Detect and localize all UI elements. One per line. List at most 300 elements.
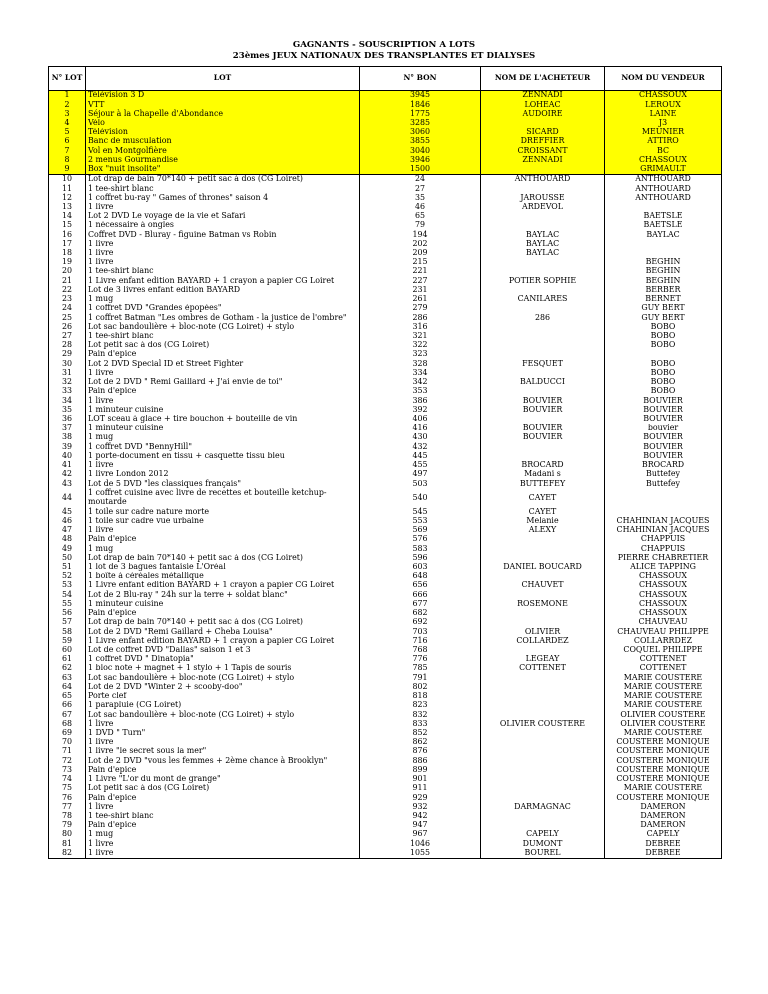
table-row bbox=[49, 784, 722, 793]
table-row bbox=[49, 156, 722, 165]
lot-description-cell: 1 Livre "L'or du mont de grange" bbox=[86, 775, 360, 784]
lot-number-cell: 21 bbox=[49, 276, 86, 285]
table-row bbox=[49, 313, 722, 322]
seller-name-cell: COUSTERE MONIQUE bbox=[605, 747, 722, 756]
lot-description-cell: 1 livre bbox=[86, 240, 360, 249]
lot-number-cell: 58 bbox=[49, 627, 86, 636]
buyer-name-cell: CAYET bbox=[481, 507, 605, 516]
buyer-name-cell: COTTENET bbox=[481, 664, 605, 673]
buyer-name-cell bbox=[481, 618, 605, 627]
lot-number-cell: 80 bbox=[49, 830, 86, 839]
lot-number-cell: 52 bbox=[49, 572, 86, 581]
buyer-name-cell: LEGEAY bbox=[481, 655, 605, 664]
lot-number-cell: 43 bbox=[49, 479, 86, 488]
buyer-name-cell bbox=[481, 729, 605, 738]
bon-number-cell: 3855 bbox=[360, 137, 481, 146]
lot-description-cell: 1 minuteur cuisine bbox=[86, 424, 360, 433]
buyer-name-cell bbox=[481, 304, 605, 313]
lot-number-cell: 78 bbox=[49, 812, 86, 821]
seller-name-cell bbox=[605, 507, 722, 516]
lot-description-cell: 1 mug bbox=[86, 544, 360, 553]
bon-number-cell: 947 bbox=[360, 821, 481, 830]
lot-description-cell: Lot de 5 DVD "les classiques français" bbox=[86, 479, 360, 488]
lot-description-cell: 1 coffret DVD "BennyHill" bbox=[86, 442, 360, 451]
table-body bbox=[49, 91, 722, 859]
buyer-name-cell: ZENNADI bbox=[481, 91, 605, 101]
bon-number-cell: 321 bbox=[360, 332, 481, 341]
lot-number-cell: 69 bbox=[49, 729, 86, 738]
bon-number-cell: 1846 bbox=[360, 100, 481, 109]
lot-number-cell: 46 bbox=[49, 517, 86, 526]
bon-number-cell: 416 bbox=[360, 424, 481, 433]
lot-description-cell: Banc de musculation bbox=[86, 137, 360, 146]
buyer-name-cell: BALDUCCI bbox=[481, 378, 605, 387]
table-row bbox=[49, 479, 722, 488]
lot-description-cell: Lot petit sac à dos (CG Loiret) bbox=[86, 341, 360, 350]
table-row bbox=[49, 212, 722, 221]
bon-number-cell: 876 bbox=[360, 747, 481, 756]
buyer-name-cell: CAPELY bbox=[481, 830, 605, 839]
seller-name-cell: BOUVIER bbox=[605, 442, 722, 451]
seller-name-cell: Buttefey bbox=[605, 470, 722, 479]
buyer-name-cell bbox=[481, 572, 605, 581]
table-row bbox=[49, 517, 722, 526]
lot-number-cell: 61 bbox=[49, 655, 86, 664]
bon-number-cell: 682 bbox=[360, 609, 481, 618]
lot-description-cell: 1 coffret Batman "Les ombres de Gotham - la justice de l'ombre" bbox=[86, 313, 360, 322]
table-row bbox=[49, 369, 722, 378]
bon-number-cell: 967 bbox=[360, 830, 481, 839]
buyer-name-cell bbox=[481, 775, 605, 784]
buyer-name-cell: BAYLAC bbox=[481, 240, 605, 249]
lot-description-cell: 1 boîte à céréales métallique bbox=[86, 572, 360, 581]
seller-name-cell: OLIVIER COUSTERE bbox=[605, 710, 722, 719]
seller-name-cell: BOBO bbox=[605, 332, 722, 341]
bon-number-cell: 929 bbox=[360, 793, 481, 802]
lot-number-cell: 71 bbox=[49, 747, 86, 756]
table-row bbox=[49, 286, 722, 295]
lot-description-cell: 1 livre bbox=[86, 369, 360, 378]
table-row bbox=[49, 322, 722, 331]
buyer-name-cell bbox=[481, 184, 605, 193]
bon-number-cell: 1775 bbox=[360, 109, 481, 118]
seller-name-cell: CHASSOUX bbox=[605, 91, 722, 101]
table-row bbox=[49, 267, 722, 276]
lot-number-cell: 45 bbox=[49, 507, 86, 516]
buyer-name-cell bbox=[481, 286, 605, 295]
seller-name-cell: J3 bbox=[605, 119, 722, 128]
lot-number-cell: 79 bbox=[49, 821, 86, 830]
bon-number-cell: 209 bbox=[360, 249, 481, 258]
bon-number-cell: 1055 bbox=[360, 849, 481, 859]
table-row bbox=[49, 600, 722, 609]
lot-number-cell: 62 bbox=[49, 664, 86, 673]
bon-number-cell: 911 bbox=[360, 784, 481, 793]
table-row bbox=[49, 719, 722, 728]
lot-number-cell: 9 bbox=[49, 165, 86, 175]
seller-name-cell: CHASSOUX bbox=[605, 590, 722, 599]
lot-description-cell: Pain d'epice bbox=[86, 387, 360, 396]
buyer-name-cell: FESQUET bbox=[481, 359, 605, 368]
seller-name-cell: DAMERON bbox=[605, 821, 722, 830]
seller-name-cell: BROCARD bbox=[605, 461, 722, 470]
table-row bbox=[49, 137, 722, 146]
lot-description-cell: Pain d'epice bbox=[86, 535, 360, 544]
seller-name-cell: BOBO bbox=[605, 359, 722, 368]
seller-name-cell: COTTENET bbox=[605, 664, 722, 673]
table-row bbox=[49, 146, 722, 155]
seller-name-cell: CHASSOUX bbox=[605, 581, 722, 590]
bon-number-cell: 942 bbox=[360, 812, 481, 821]
seller-name-cell bbox=[605, 249, 722, 258]
lot-description-cell: Lot drap de bain 70*140 + petit sac à dos (CG Loiret) bbox=[86, 554, 360, 563]
buyer-name-cell bbox=[481, 341, 605, 350]
lot-description-cell: 1 mug bbox=[86, 295, 360, 304]
header-lot: LOT bbox=[86, 67, 360, 91]
table-row bbox=[49, 341, 722, 350]
bon-number-cell: 215 bbox=[360, 258, 481, 267]
seller-name-cell bbox=[605, 203, 722, 212]
bon-number-cell: 3060 bbox=[360, 128, 481, 137]
buyer-name-cell bbox=[481, 535, 605, 544]
lot-number-cell: 53 bbox=[49, 581, 86, 590]
bon-number-cell: 768 bbox=[360, 646, 481, 655]
bon-number-cell: 862 bbox=[360, 738, 481, 747]
lot-number-cell: 40 bbox=[49, 452, 86, 461]
lot-number-cell: 75 bbox=[49, 784, 86, 793]
lot-number-cell: 47 bbox=[49, 526, 86, 535]
lot-number-cell: 8 bbox=[49, 156, 86, 165]
bon-number-cell: 286 bbox=[360, 313, 481, 322]
table-row bbox=[49, 535, 722, 544]
bon-number-cell: 445 bbox=[360, 452, 481, 461]
bon-number-cell: 785 bbox=[360, 664, 481, 673]
buyer-name-cell bbox=[481, 692, 605, 701]
seller-name-cell: DAMERON bbox=[605, 812, 722, 821]
bon-number-cell: 279 bbox=[360, 304, 481, 313]
seller-name-cell: COLLARRDEZ bbox=[605, 636, 722, 645]
table-row bbox=[49, 849, 722, 859]
seller-name-cell: ATTIRO bbox=[605, 137, 722, 146]
seller-name-cell: BOUVIER bbox=[605, 452, 722, 461]
table-row bbox=[49, 415, 722, 424]
bon-number-cell: 576 bbox=[360, 535, 481, 544]
buyer-name-cell bbox=[481, 415, 605, 424]
lot-description-cell: 1 livre bbox=[86, 203, 360, 212]
bon-number-cell: 692 bbox=[360, 618, 481, 627]
bon-number-cell: 656 bbox=[360, 581, 481, 590]
lot-description-cell: 1 coffret cuisine avec livre de recettes et bouteille ketchup-moutarde bbox=[86, 488, 360, 507]
seller-name-cell: CHAPPUIS bbox=[605, 535, 722, 544]
seller-name-cell: BAETSLE bbox=[605, 221, 722, 230]
buyer-name-cell bbox=[481, 812, 605, 821]
buyer-name-cell bbox=[481, 258, 605, 267]
bon-number-cell: 886 bbox=[360, 756, 481, 765]
lot-number-cell: 44 bbox=[49, 488, 86, 507]
bon-number-cell: 3285 bbox=[360, 119, 481, 128]
seller-name-cell: MEUNIER bbox=[605, 128, 722, 137]
bon-number-cell: 818 bbox=[360, 692, 481, 701]
bon-number-cell: 497 bbox=[360, 470, 481, 479]
bon-number-cell: 221 bbox=[360, 267, 481, 276]
lot-description-cell: Séjour à la Chapelle d'Abondance bbox=[86, 109, 360, 118]
lot-number-cell: 66 bbox=[49, 701, 86, 710]
table-row bbox=[49, 452, 722, 461]
seller-name-cell: COUSTERE MONIQUE bbox=[605, 738, 722, 747]
lot-number-cell: 30 bbox=[49, 359, 86, 368]
table-row bbox=[49, 554, 722, 563]
bon-number-cell: 802 bbox=[360, 683, 481, 692]
table-row bbox=[49, 165, 722, 175]
lot-description-cell: Pain d'epice bbox=[86, 793, 360, 802]
lot-description-cell: Lot sac bandoulière + bloc-note (CG Loiret) + stylo bbox=[86, 322, 360, 331]
lot-description-cell: Box "nuit insolite" bbox=[86, 165, 360, 175]
table-row bbox=[49, 470, 722, 479]
table-row bbox=[49, 673, 722, 682]
seller-name-cell: MARIE COUSTERE bbox=[605, 692, 722, 701]
lot-description-cell: 1 livre bbox=[86, 738, 360, 747]
bon-number-cell: 386 bbox=[360, 396, 481, 405]
bon-number-cell: 603 bbox=[360, 563, 481, 572]
buyer-name-cell bbox=[481, 452, 605, 461]
buyer-name-cell: DANIEL BOUCARD bbox=[481, 563, 605, 572]
lot-description-cell: Pain d'epice bbox=[86, 609, 360, 618]
bon-number-cell: 3946 bbox=[360, 156, 481, 165]
header-vendeur: NOM DU VENDEUR bbox=[605, 67, 722, 91]
lot-description-cell: Lot de 2 DVD " Remi Gaillard + J'ai envie de toi" bbox=[86, 378, 360, 387]
buyer-name-cell: CHAUVET bbox=[481, 581, 605, 590]
lot-number-cell: 15 bbox=[49, 221, 86, 230]
lot-number-cell: 23 bbox=[49, 295, 86, 304]
seller-name-cell: ANTHOUARD bbox=[605, 184, 722, 193]
table-row bbox=[49, 839, 722, 848]
seller-name-cell: BOBO bbox=[605, 341, 722, 350]
seller-name-cell: BOBO bbox=[605, 387, 722, 396]
table-row bbox=[49, 830, 722, 839]
buyer-name-cell: OLIVIER bbox=[481, 627, 605, 636]
seller-name-cell: BAYLAC bbox=[605, 230, 722, 239]
lot-description-cell: Vélo bbox=[86, 119, 360, 128]
seller-name-cell: ANTHOUARD bbox=[605, 174, 722, 184]
table-row bbox=[49, 581, 722, 590]
buyer-name-cell: POTIER SOPHIE bbox=[481, 276, 605, 285]
buyer-name-cell: BOUVIER bbox=[481, 396, 605, 405]
bon-number-cell: 677 bbox=[360, 600, 481, 609]
lot-description-cell: Lot sac bandoulière + bloc-note (CG Loiret) + stylo bbox=[86, 673, 360, 682]
lot-number-cell: 6 bbox=[49, 137, 86, 146]
buyer-name-cell bbox=[481, 387, 605, 396]
buyer-name-cell bbox=[481, 221, 605, 230]
lot-description-cell: 1 livre bbox=[86, 839, 360, 848]
buyer-name-cell bbox=[481, 442, 605, 451]
buyer-name-cell: BOUVIER bbox=[481, 433, 605, 442]
bon-number-cell: 3945 bbox=[360, 91, 481, 101]
bon-number-cell: 27 bbox=[360, 184, 481, 193]
lot-description-cell: 1 mug bbox=[86, 433, 360, 442]
lot-number-cell: 63 bbox=[49, 673, 86, 682]
lot-number-cell: 36 bbox=[49, 415, 86, 424]
buyer-name-cell bbox=[481, 165, 605, 175]
title-line-2: 23èmes JEUX NATIONAUX DES TRANSPLANTES ET DIALYSES bbox=[232, 51, 536, 61]
table-row bbox=[49, 378, 722, 387]
table-row bbox=[49, 563, 722, 572]
table-row bbox=[49, 276, 722, 285]
buyer-name-cell: JAROUSSE bbox=[481, 193, 605, 202]
lot-number-cell: 10 bbox=[49, 174, 86, 184]
lot-number-cell: 31 bbox=[49, 369, 86, 378]
table-row bbox=[49, 738, 722, 747]
buyer-name-cell: COLLARDEZ bbox=[481, 636, 605, 645]
bon-number-cell: 406 bbox=[360, 415, 481, 424]
buyer-name-cell: CANILARES bbox=[481, 295, 605, 304]
lot-number-cell: 68 bbox=[49, 719, 86, 728]
lot-number-cell: 48 bbox=[49, 535, 86, 544]
buyer-name-cell bbox=[481, 554, 605, 563]
lot-number-cell: 3 bbox=[49, 109, 86, 118]
bon-number-cell: 261 bbox=[360, 295, 481, 304]
lot-description-cell: Lot de 2 DVD "Remi Gaillard + Cheba Louisa" bbox=[86, 627, 360, 636]
buyer-name-cell bbox=[481, 701, 605, 710]
lot-description-cell: 1 coffret DVD "Grandes épopées" bbox=[86, 304, 360, 313]
seller-name-cell: MARIE COUSTERE bbox=[605, 729, 722, 738]
table-header-row bbox=[49, 67, 722, 91]
lot-description-cell: Lot de 2 Blu-ray " 24h sur la terre + soldat blanc" bbox=[86, 590, 360, 599]
buyer-name-cell: DREFFIER bbox=[481, 137, 605, 146]
table-row bbox=[49, 405, 722, 414]
table-row bbox=[49, 109, 722, 118]
buyer-name-cell bbox=[481, 683, 605, 692]
lot-description-cell: Télévision 3 D bbox=[86, 91, 360, 101]
lot-number-cell: 17 bbox=[49, 240, 86, 249]
lot-description-cell: Porte clef bbox=[86, 692, 360, 701]
buyer-name-cell: BUTTEFEY bbox=[481, 479, 605, 488]
bon-number-cell: 35 bbox=[360, 193, 481, 202]
table-row bbox=[49, 332, 722, 341]
lot-number-cell: 13 bbox=[49, 203, 86, 212]
bon-number-cell: 3040 bbox=[360, 146, 481, 155]
lot-description-cell: Coffret DVD - Bluray - figuine Batman vs Robin bbox=[86, 230, 360, 239]
title-line-1: GAGNANTS - SOUSCRIPTION A LOTS bbox=[292, 40, 476, 50]
lot-number-cell: 70 bbox=[49, 738, 86, 747]
lot-description-cell: 1 livre bbox=[86, 526, 360, 535]
lot-number-cell: 7 bbox=[49, 146, 86, 155]
table-row bbox=[49, 128, 722, 137]
lot-description-cell: 1 tee-shirt blanc bbox=[86, 812, 360, 821]
bon-number-cell: 455 bbox=[360, 461, 481, 470]
table-row bbox=[49, 664, 722, 673]
bon-number-cell: 79 bbox=[360, 221, 481, 230]
document-title bbox=[0, 40, 768, 62]
lot-description-cell: Lot de 2 DVD "vous les femmes + 2ème chance à Brooklyn" bbox=[86, 756, 360, 765]
table-row bbox=[49, 526, 722, 535]
table-row bbox=[49, 184, 722, 193]
buyer-name-cell bbox=[481, 267, 605, 276]
lot-number-cell: 49 bbox=[49, 544, 86, 553]
table-row bbox=[49, 249, 722, 258]
seller-name-cell: BEGHIN bbox=[605, 267, 722, 276]
table-row bbox=[49, 756, 722, 765]
buyer-name-cell bbox=[481, 212, 605, 221]
lot-number-cell: 65 bbox=[49, 692, 86, 701]
table-row bbox=[49, 359, 722, 368]
table-row bbox=[49, 618, 722, 627]
bon-number-cell: 776 bbox=[360, 655, 481, 664]
lot-description-cell: 1 livre bbox=[86, 258, 360, 267]
seller-name-cell: MARIE COUSTERE bbox=[605, 784, 722, 793]
seller-name-cell bbox=[605, 350, 722, 359]
table-row bbox=[49, 258, 722, 267]
header-num-bon: N° BON bbox=[360, 67, 481, 91]
lot-description-cell: 1 Livre enfant edition BAYARD + 1 crayon a papier CG Loiret bbox=[86, 581, 360, 590]
lot-description-cell: 1 livre London 2012 bbox=[86, 470, 360, 479]
table-row bbox=[49, 544, 722, 553]
seller-name-cell: CHASSOUX bbox=[605, 609, 722, 618]
lot-description-cell: 1 Livre enfant edition BAYARD + 1 crayon a papier CG Loiret bbox=[86, 276, 360, 285]
bon-number-cell: 432 bbox=[360, 442, 481, 451]
lot-description-cell: Pain d'epice bbox=[86, 766, 360, 775]
seller-name-cell: CHASSOUX bbox=[605, 600, 722, 609]
lot-description-cell: 2 menus Gourmandise bbox=[86, 156, 360, 165]
bon-number-cell: 666 bbox=[360, 590, 481, 599]
lot-description-cell: 1 toile sur cadre vue urbaine bbox=[86, 517, 360, 526]
seller-name-cell: MARIE COUSTERE bbox=[605, 673, 722, 682]
lot-number-cell: 57 bbox=[49, 618, 86, 627]
bon-number-cell: 503 bbox=[360, 479, 481, 488]
seller-name-cell: BERBER bbox=[605, 286, 722, 295]
table-row bbox=[49, 433, 722, 442]
seller-name-cell: BEGHIN bbox=[605, 276, 722, 285]
lot-description-cell: 1 minuteur cuisine bbox=[86, 405, 360, 414]
buyer-name-cell bbox=[481, 738, 605, 747]
seller-name-cell: MARIE COUSTERE bbox=[605, 701, 722, 710]
buyer-name-cell bbox=[481, 673, 605, 682]
buyer-name-cell: Melanie bbox=[481, 517, 605, 526]
seller-name-cell: BEGHIN bbox=[605, 258, 722, 267]
lot-number-cell: 29 bbox=[49, 350, 86, 359]
bon-number-cell: 823 bbox=[360, 701, 481, 710]
buyer-name-cell: Madani s bbox=[481, 470, 605, 479]
lot-description-cell: 1 livre bbox=[86, 461, 360, 470]
table-row bbox=[49, 221, 722, 230]
table-row bbox=[49, 119, 722, 128]
bon-number-cell: 46 bbox=[360, 203, 481, 212]
lot-description-cell: 1 porte-document en tissu + casquette tissu bleu bbox=[86, 452, 360, 461]
lot-description-cell: Télévision bbox=[86, 128, 360, 137]
seller-name-cell: LAINE bbox=[605, 109, 722, 118]
table-row bbox=[49, 683, 722, 692]
buyer-name-cell bbox=[481, 369, 605, 378]
seller-name-cell: LEROUX bbox=[605, 100, 722, 109]
lot-number-cell: 76 bbox=[49, 793, 86, 802]
buyer-name-cell: ARDEVOL bbox=[481, 203, 605, 212]
lot-description-cell: Lot 2 DVD Le voyage de la vie et Safari bbox=[86, 212, 360, 221]
bon-number-cell: 430 bbox=[360, 433, 481, 442]
buyer-name-cell bbox=[481, 793, 605, 802]
lot-number-cell: 22 bbox=[49, 286, 86, 295]
lot-number-cell: 2 bbox=[49, 100, 86, 109]
seller-name-cell: GRIMAULT bbox=[605, 165, 722, 175]
lot-number-cell: 67 bbox=[49, 710, 86, 719]
lot-description-cell: Lot 2 DVD Special ID et Street Fighter bbox=[86, 359, 360, 368]
seller-name-cell: COUSTERE MONIQUE bbox=[605, 756, 722, 765]
lot-description-cell: 1 parapluie (CG Loiret) bbox=[86, 701, 360, 710]
buyer-name-cell bbox=[481, 710, 605, 719]
bon-number-cell: 231 bbox=[360, 286, 481, 295]
table-row bbox=[49, 793, 722, 802]
lot-number-cell: 24 bbox=[49, 304, 86, 313]
table-row bbox=[49, 100, 722, 109]
bon-number-cell: 1500 bbox=[360, 165, 481, 175]
